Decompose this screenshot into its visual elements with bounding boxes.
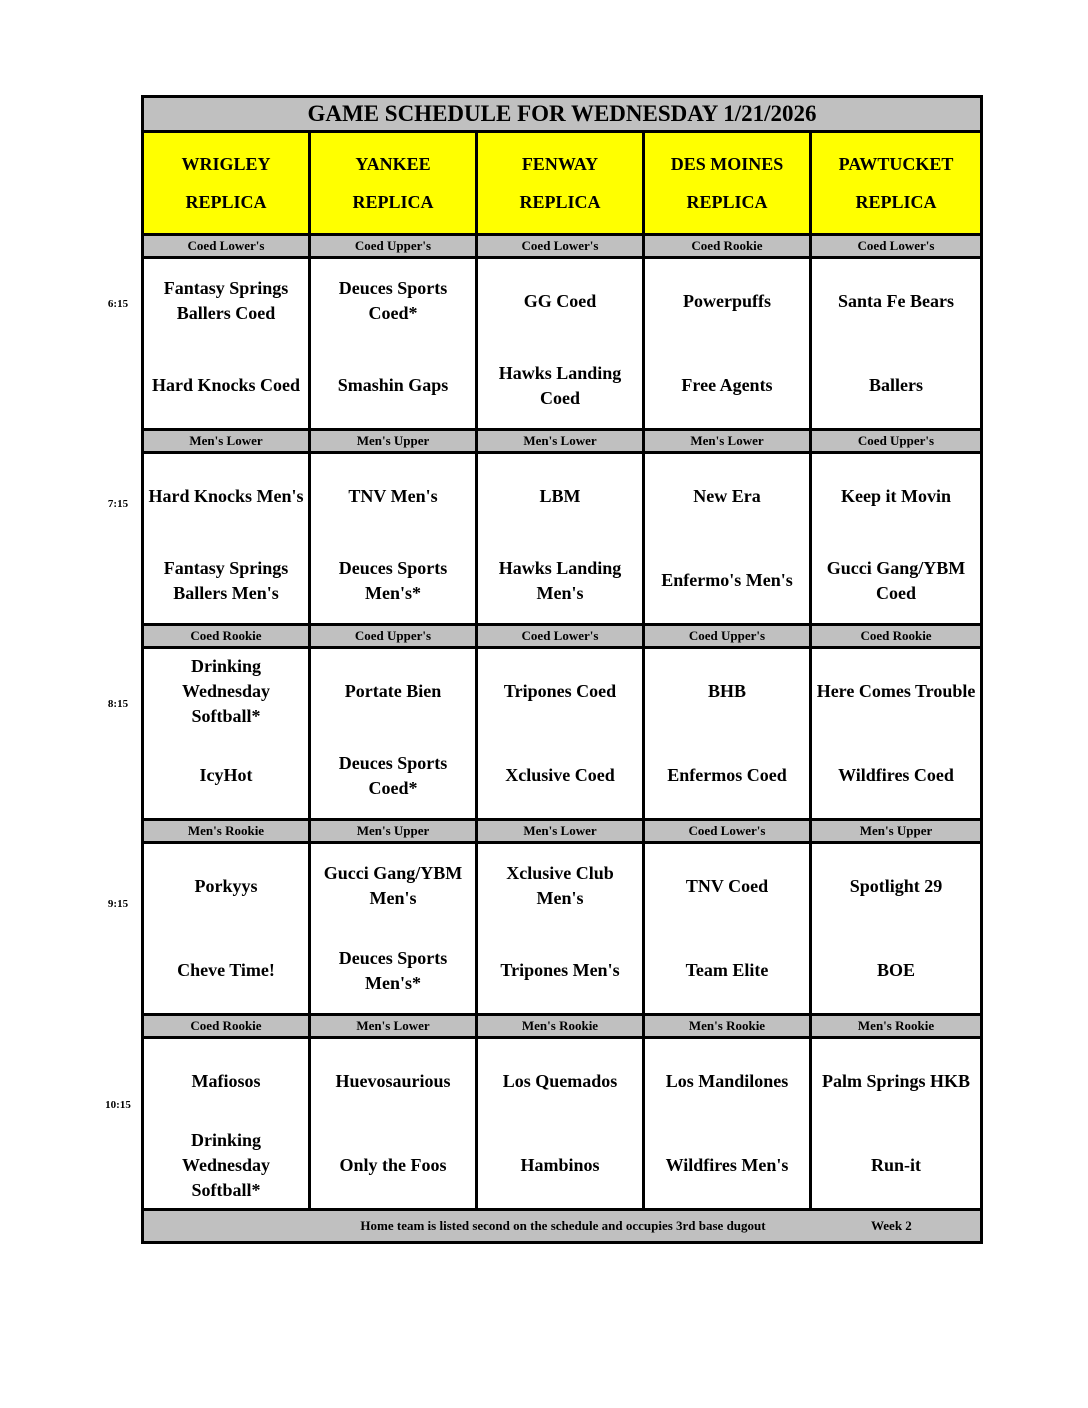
game-cell <box>143 648 310 820</box>
field-name: DES MOINES <box>670 154 784 174</box>
division-label: Coed Lower's <box>143 235 310 258</box>
visitor-team: GG Coed <box>523 290 597 311</box>
home-team: Hawks Landing Men's <box>498 557 622 603</box>
division-label: Men's Upper <box>310 820 477 843</box>
division-label: Coed Upper's <box>310 625 477 648</box>
home-team: Free Agents <box>681 375 773 396</box>
home-team: Enfermos Coed <box>667 765 787 786</box>
field-sub: REPLICA <box>519 192 601 212</box>
game-cell <box>143 843 310 1015</box>
game-cell <box>644 453 811 625</box>
game-cell <box>644 258 811 430</box>
home-team: Hard Knocks Coed <box>151 375 301 396</box>
game-cell <box>143 453 310 625</box>
game-cell <box>811 648 982 820</box>
game-cell <box>644 1038 811 1210</box>
game-cell <box>310 258 477 430</box>
game-row <box>143 843 982 1015</box>
game-cell <box>811 843 982 1015</box>
division-label: Men's Rookie <box>644 1015 811 1038</box>
division-label: Men's Lower <box>477 820 644 843</box>
home-team: Fantasy Springs Ballers Men's <box>163 557 289 603</box>
visitor-team: Powerpuffs <box>683 290 771 311</box>
home-team: Deuces Sports Men's* <box>338 557 448 603</box>
home-team: Wildfires Men's <box>665 1155 789 1176</box>
home-team: Wildfires Coed <box>838 765 954 786</box>
time-slot-label: 10:15 <box>105 1099 131 1111</box>
division-row <box>143 625 982 648</box>
visitor-team: Spotlight 29 <box>849 875 943 896</box>
visitor-team: Deuces Sports Coed* <box>338 278 448 324</box>
home-team: Ballers <box>869 375 924 396</box>
time-slot-label: 8:15 <box>107 698 129 710</box>
home-team: Xclusive Coed <box>505 765 615 786</box>
game-cell <box>143 258 310 430</box>
home-team-note: Home team is listed second on the schedule and occupies 3rd base dugout <box>360 1218 766 1233</box>
division-label: Coed Rookie <box>811 625 982 648</box>
field-sub: REPLICA <box>185 192 267 212</box>
visitor-team: TNV Coed <box>685 875 769 896</box>
field-header <box>644 132 811 235</box>
field-header-row <box>143 132 982 235</box>
division-label: Men's Rookie <box>811 1015 982 1038</box>
field-name: WRIGLEY <box>181 154 271 174</box>
game-cell <box>477 1038 644 1210</box>
home-team: Cheve Time! <box>177 960 275 981</box>
visitor-team: Here Comes Trouble <box>816 680 976 701</box>
visitor-team: Santa Fe Bears <box>838 290 955 311</box>
visitor-team: Los Mandilones <box>665 1070 789 1091</box>
game-cell <box>477 648 644 820</box>
visitor-team: TNV Men's <box>348 485 438 506</box>
game-cell <box>143 1038 310 1210</box>
visitor-team: Gucci Gang/YBM Men's <box>323 863 463 909</box>
schedule-table <box>141 95 983 1244</box>
game-row <box>143 258 982 430</box>
visitor-team: Palm Springs HKB <box>822 1070 971 1091</box>
game-row <box>143 648 982 820</box>
home-team: Drinking Wednesday Softball* <box>181 1130 271 1201</box>
home-team: Deuces Sports Coed* <box>338 752 448 798</box>
division-label: Coed Lower's <box>644 820 811 843</box>
week-label: Week 2 <box>871 1218 912 1233</box>
game-cell <box>310 1038 477 1210</box>
visitor-team: Drinking Wednesday Softball* <box>181 655 271 726</box>
footer-row <box>143 1210 982 1243</box>
division-label: Men's Lower <box>310 1015 477 1038</box>
visitor-team: Porkyys <box>194 875 258 896</box>
division-label: Coed Upper's <box>644 625 811 648</box>
division-label: Men's Upper <box>310 430 477 453</box>
division-row <box>143 235 982 258</box>
game-cell <box>477 843 644 1015</box>
division-label: Coed Rookie <box>644 235 811 258</box>
division-label: Coed Lower's <box>477 235 644 258</box>
home-team: Hambinos <box>520 1155 600 1176</box>
home-team: BOE <box>877 960 916 981</box>
division-label: Men's Rookie <box>143 820 310 843</box>
division-row <box>143 820 982 843</box>
field-sub: REPLICA <box>686 192 768 212</box>
visitor-team: Xclusive Club Men's <box>506 863 614 909</box>
field-name: PAWTUCKET <box>838 154 954 174</box>
division-label: Men's Lower <box>143 430 310 453</box>
division-label: Coed Upper's <box>310 235 477 258</box>
division-label: Men's Rookie <box>477 1015 644 1038</box>
game-cell <box>811 258 982 430</box>
game-cell <box>477 258 644 430</box>
home-team: Tripones Men's <box>500 960 620 981</box>
game-cell <box>644 843 811 1015</box>
division-label: Coed Rookie <box>143 1015 310 1038</box>
time-slot-label: 9:15 <box>107 898 129 910</box>
game-cell <box>477 453 644 625</box>
game-cell <box>310 843 477 1015</box>
field-name: YANKEE <box>355 154 431 174</box>
game-cell <box>644 648 811 820</box>
field-name: FENWAY <box>521 154 599 174</box>
home-team: Gucci Gang/YBM Coed <box>826 557 966 603</box>
visitor-team: Portate Bien <box>344 680 442 701</box>
field-header <box>310 132 477 235</box>
division-label: Coed Rookie <box>143 625 310 648</box>
division-label: Coed Lower's <box>811 235 982 258</box>
field-header <box>477 132 644 235</box>
game-cell <box>310 453 477 625</box>
division-label: Coed Upper's <box>811 430 982 453</box>
field-sub: REPLICA <box>352 192 434 212</box>
schedule-title: GAME SCHEDULE FOR WEDNESDAY 1/21/2026 <box>143 97 982 132</box>
footer <box>143 1210 982 1243</box>
visitor-team: BHB <box>707 680 746 701</box>
division-label: Men's Lower <box>477 430 644 453</box>
visitor-team: Tripones Coed <box>503 680 617 701</box>
game-cell <box>811 1038 982 1210</box>
division-label: Men's Lower <box>644 430 811 453</box>
visitor-team: Los Quemados <box>502 1070 618 1091</box>
division-label: Coed Lower's <box>477 625 644 648</box>
visitor-team: New Era <box>693 485 761 506</box>
home-team: Run-it <box>871 1155 922 1176</box>
visitor-team: Fantasy Springs Ballers Coed <box>163 278 289 324</box>
visitor-team: Keep it Movin <box>841 485 952 506</box>
home-team: Smashin Gaps <box>337 375 449 396</box>
field-header <box>811 132 982 235</box>
division-row <box>143 430 982 453</box>
game-row <box>143 1038 982 1210</box>
game-cell <box>310 648 477 820</box>
home-team: Team Elite <box>685 960 769 981</box>
game-cell <box>811 453 982 625</box>
home-team: Only the Foos <box>339 1155 447 1176</box>
home-team: Enfermo's Men's <box>661 570 793 591</box>
visitor-team: Mafiosos <box>191 1070 261 1091</box>
field-sub: REPLICA <box>855 192 937 212</box>
field-header <box>143 132 310 235</box>
home-team: Hawks Landing Coed <box>498 362 622 408</box>
home-team: IcyHot <box>199 765 253 786</box>
division-row <box>143 1015 982 1038</box>
home-team: Deuces Sports Men's* <box>338 947 448 993</box>
game-row <box>143 453 982 625</box>
division-label: Men's Upper <box>811 820 982 843</box>
visitor-team: LBM <box>539 485 581 506</box>
time-slot-label: 7:15 <box>107 498 129 510</box>
visitor-team: Hard Knocks Men's <box>148 485 304 506</box>
visitor-team: Huevosaurious <box>335 1070 451 1091</box>
time-slot-label: 6:15 <box>107 298 129 310</box>
